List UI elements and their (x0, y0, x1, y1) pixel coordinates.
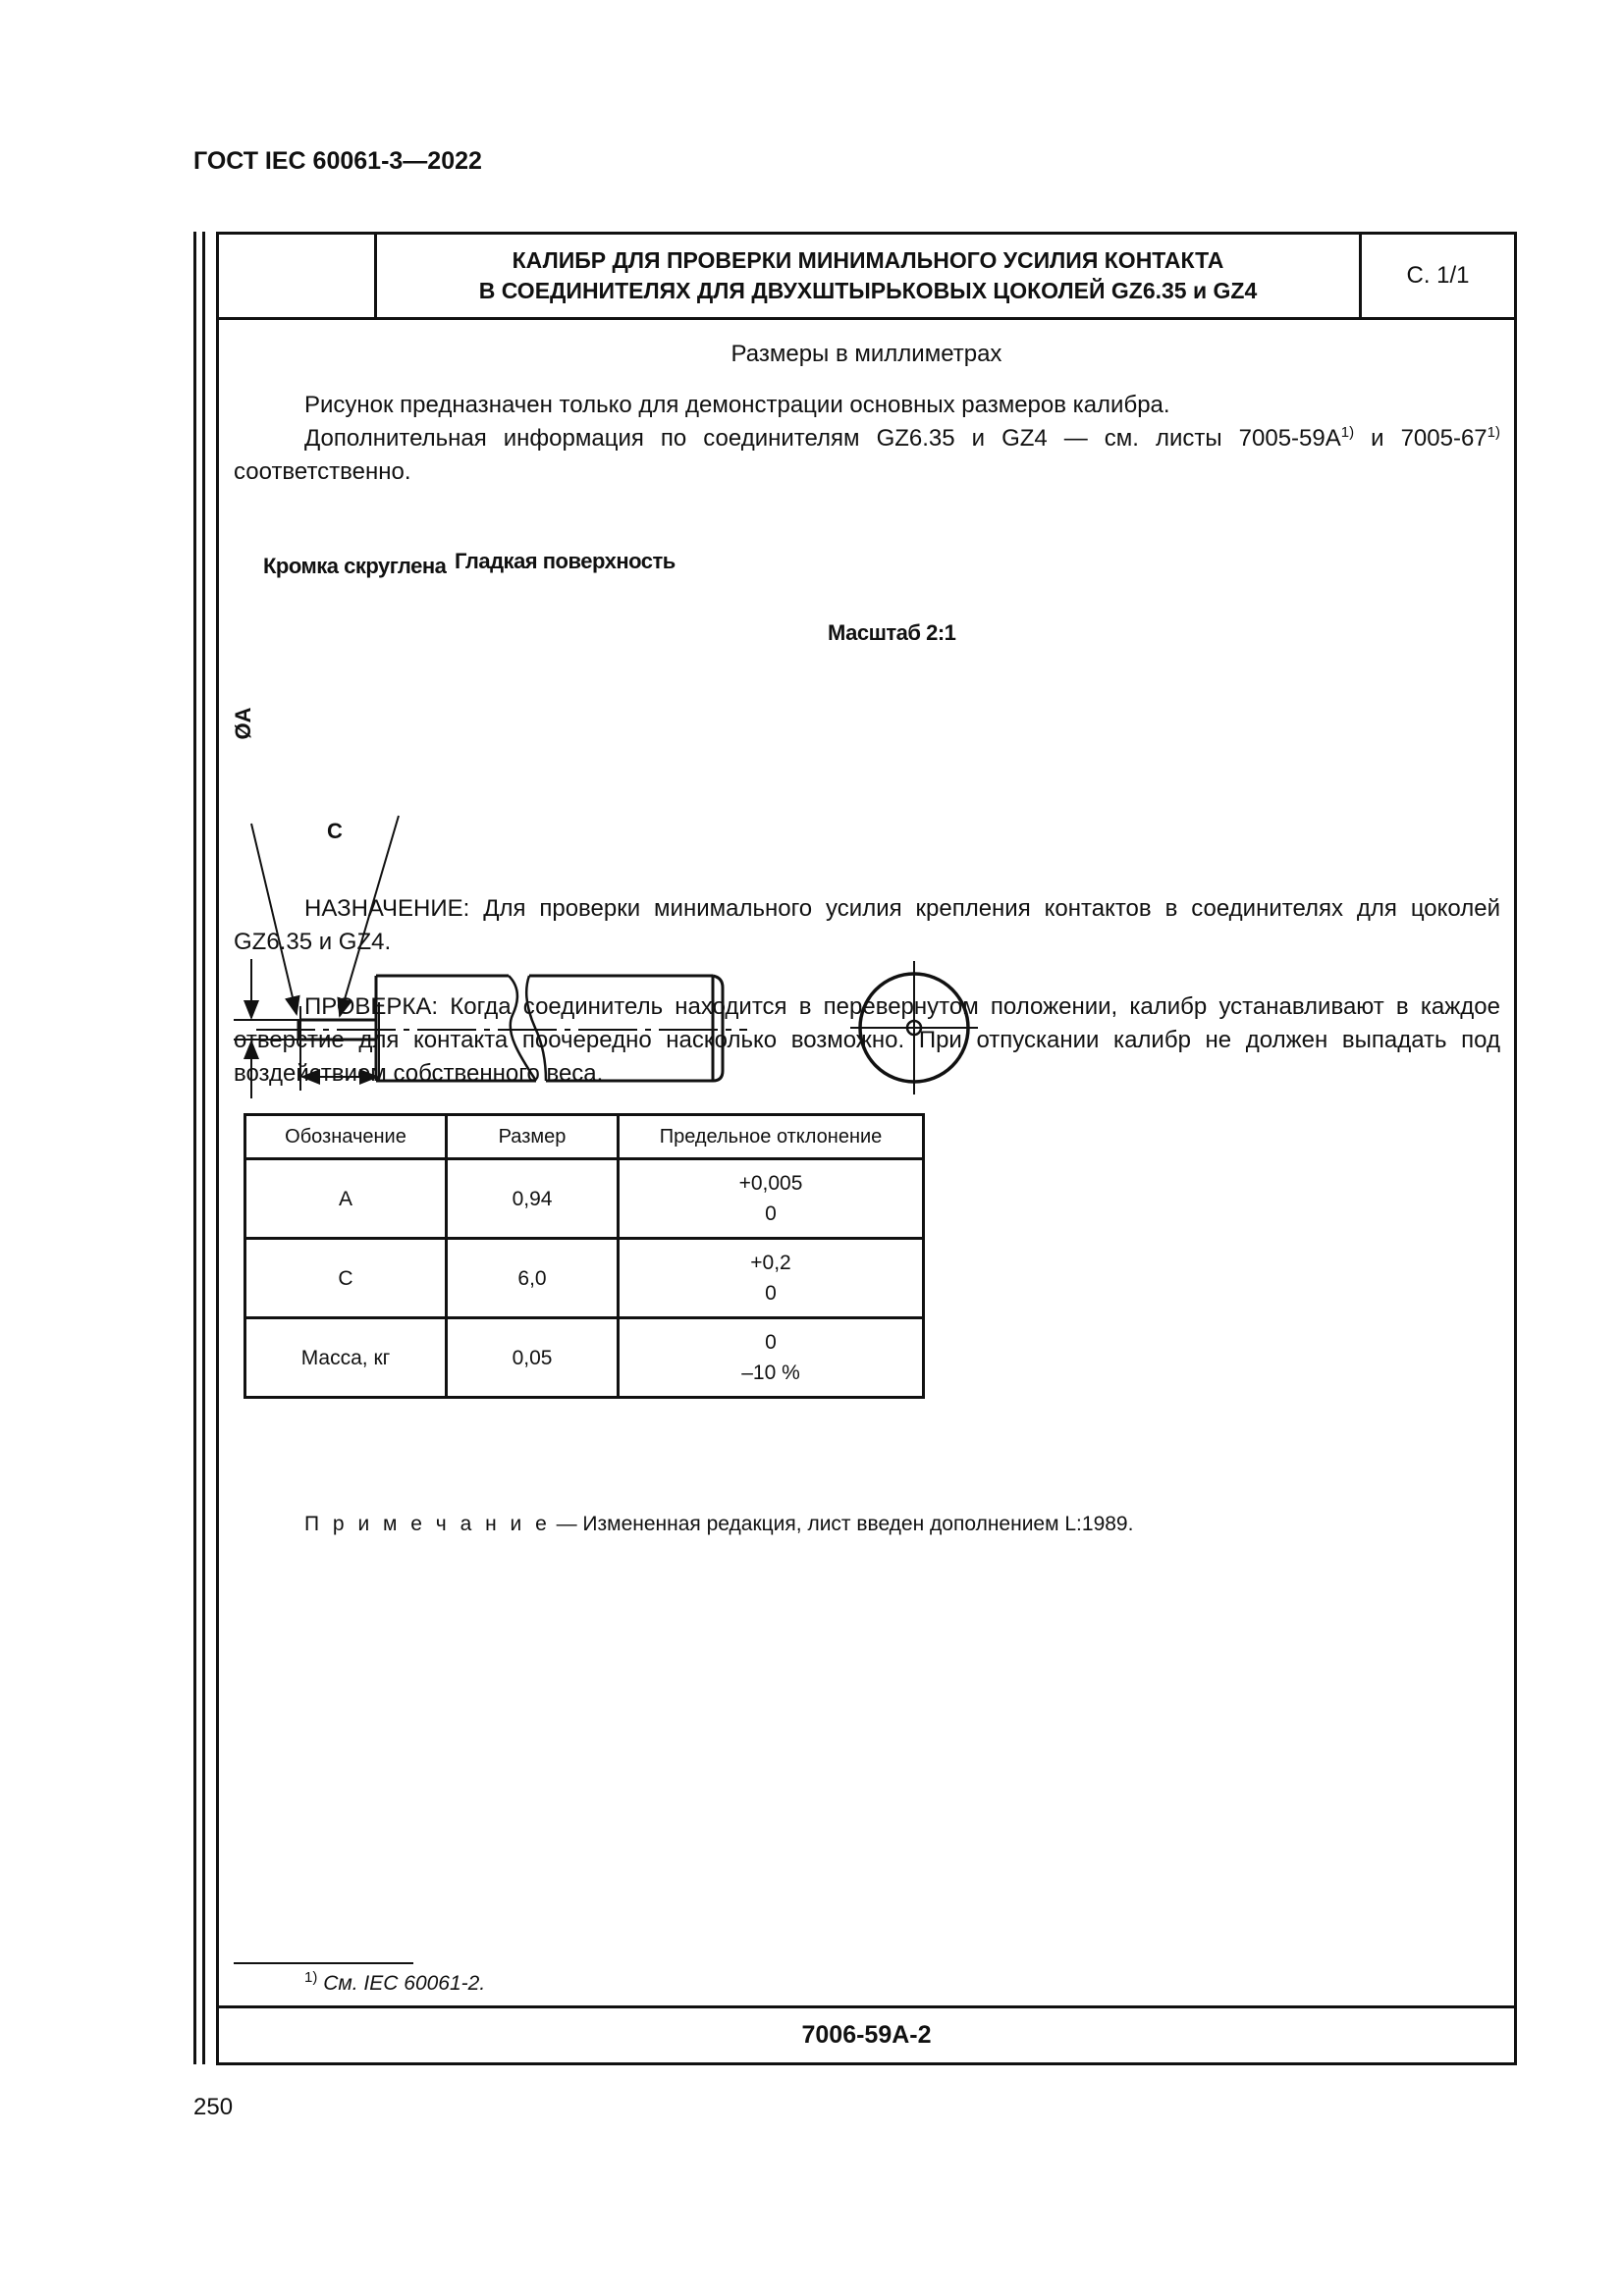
table-header-row (245, 1115, 924, 1159)
label-scale: Масштаб 2:1 (828, 620, 956, 645)
column-header: Предельное отклонение (619, 1115, 924, 1159)
size-cell: 6,0 (447, 1239, 619, 1318)
sheet-number: 7006-59А-2 (801, 2021, 932, 2049)
dimensions-table (243, 1113, 925, 1399)
intro-line: Рисунок предназначен только для демонстрации основных размеров калибра. (304, 392, 1170, 418)
check-paragraph: ПРОВЕРКА: Когда соединитель находится в перевернутом положении, калибр устанавливают в каждое отверстие для контакта поочередно насколько возможно. При отпускании калибр не должен выпадать под воздействием собственного веса. (234, 993, 1500, 1087)
tolerance-lower: 0 (765, 1202, 777, 1225)
left-border-line (193, 232, 196, 2064)
label-smooth-surface: Гладкая поверхность (455, 549, 676, 573)
footnote-ref: 1) (1487, 424, 1500, 441)
footnote-rule (234, 1962, 413, 1964)
units-note: Размеры в миллиметрах (730, 341, 1002, 367)
sheet-title-line: КАЛИБР ДЛЯ ПРОВЕРКИ МИНИМАЛЬНОГО УСИЛИЯ КОНТАКТА (512, 247, 1224, 273)
footnote-ref: 1) (1340, 424, 1355, 441)
page-number: 250 (193, 2094, 234, 2120)
tolerance-lower: 0 (765, 1282, 777, 1305)
sheet-page: С. 1/1 (1406, 262, 1470, 289)
tolerance-cell (619, 1318, 924, 1398)
size-cell: 0,94 (447, 1159, 619, 1239)
footnote-mark: 1) (304, 1969, 318, 1986)
intro-text: Дополнительная информация по соединителям GZ6.35 и GZ4 — см. листы 7005-59А (304, 425, 1341, 452)
note (304, 1513, 1133, 1536)
purpose-paragraph: НАЗНАЧЕНИЕ: Для проверки минимального усилия крепления контактов в соединителях для цоколей GZ6.35 и GZ4. (234, 895, 1500, 955)
sheet-title (377, 235, 1362, 317)
left-border-line (202, 232, 205, 2064)
column-header: Обозначение (245, 1115, 447, 1159)
intro-text: и 7005-67 (1354, 425, 1488, 452)
tolerance-lower: –10 % (741, 1362, 800, 1384)
intro-text: соответственно. (234, 458, 411, 485)
column-header: Размер (447, 1115, 619, 1159)
sheet-frame (216, 232, 1517, 2065)
sheet-title-line: В СОЕДИНИТЕЛЯХ ДЛЯ ДВУХШТЫРЬКОВЫХ ЦОКОЛЕЙ GZ6.35 и GZ4 (478, 278, 1258, 303)
table-row (245, 1239, 924, 1318)
header-blank-cell (219, 235, 377, 317)
table-row (245, 1159, 924, 1239)
tolerance-upper: +0,2 (750, 1252, 791, 1274)
tolerance-upper: +0,005 (738, 1172, 803, 1195)
footnote (304, 1969, 486, 1996)
designation-cell: А (245, 1159, 447, 1239)
table-row (245, 1318, 924, 1398)
footnote-text: См. IEC 60061-2. (323, 1972, 486, 1995)
tolerance-cell (619, 1239, 924, 1318)
tolerance-upper: 0 (765, 1331, 777, 1354)
dim-a-label: ØA (231, 707, 255, 740)
designation-cell: С (245, 1239, 447, 1318)
intro-paragraph (234, 422, 1500, 489)
sheet-header (219, 235, 1514, 320)
document-code: ГОСТ IEC 60061-3—2022 (193, 147, 482, 175)
designation-cell: Масса, кг (245, 1318, 447, 1398)
size-cell: 0,05 (447, 1318, 619, 1398)
note-label: П р и м е ч а н и е (304, 1513, 551, 1535)
note-text: — Измененная редакция, лист введен дополнением L:1989. (550, 1513, 1134, 1535)
label-rounded-edge: Кромка скруглена (263, 554, 447, 578)
dim-c-label: C (327, 819, 343, 843)
tolerance-cell (619, 1159, 924, 1239)
